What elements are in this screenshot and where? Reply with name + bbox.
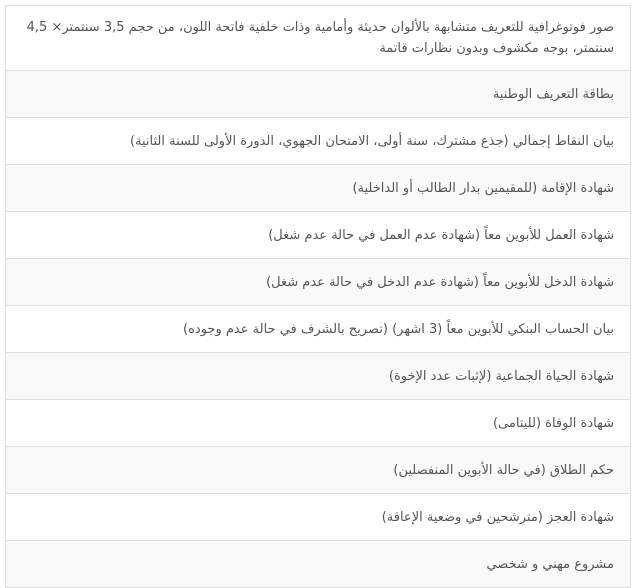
requirements-table xyxy=(5,5,631,588)
requirement-cell: شهادة الدخل للأبوين معاً (شهادة عدم الدخل في حالة عدم شغل) xyxy=(6,259,631,306)
requirement-cell: شهادة العمل للأبوين معاً (شهادة عدم العمل في حالة عدم شغل) xyxy=(6,212,631,259)
table-row xyxy=(6,400,631,447)
requirement-cell: شهادة الإقامة (للمقيمين بدار الطالب أو الداخلية) xyxy=(6,165,631,212)
table-row xyxy=(6,165,631,212)
requirement-cell: بيان النقاط إجمالي (جذع مشترك، سنة أولى، الامتحان الجهوي، الدورة الأولى للسنة الثانية) xyxy=(6,118,631,165)
table-row xyxy=(6,494,631,541)
requirement-cell: شهادة الوفاة (لليتامى) xyxy=(6,400,631,447)
requirement-cell: بيان الحساب البنكي للأبوين معاً (3 اشهر) (تصريح بالشرف في حالة عدم وجوده) xyxy=(6,306,631,353)
table-row xyxy=(6,306,631,353)
requirement-cell: بطاقة التعريف الوطنية xyxy=(6,71,631,118)
requirement-cell: حكم الطلاق (في حالة الأبوين المنفصلين) xyxy=(6,447,631,494)
table-row xyxy=(6,6,631,71)
requirement-cell: شهادة العجز (مترشحين في وضعية الإعاقة) xyxy=(6,494,631,541)
table-row xyxy=(6,212,631,259)
requirement-cell: شهادة الحياة الجماعية (لإثبات عدد الإخوة) xyxy=(6,353,631,400)
requirement-cell: صور فوتوغرافية للتعريف متشابهة بالألوان حديثة وأمامية وذات خلفية فاتحة اللون، من حجم 3,5 سنتمتر× 4,5 سنتمتر، بوجه مكشوف وبدون نظارات قاتمة xyxy=(6,6,631,71)
table-row xyxy=(6,259,631,306)
table-row xyxy=(6,541,631,588)
table-row xyxy=(6,71,631,118)
requirement-cell: مشروع مهني و شخصي xyxy=(6,541,631,588)
table-row xyxy=(6,447,631,494)
table-row xyxy=(6,118,631,165)
table-row xyxy=(6,353,631,400)
